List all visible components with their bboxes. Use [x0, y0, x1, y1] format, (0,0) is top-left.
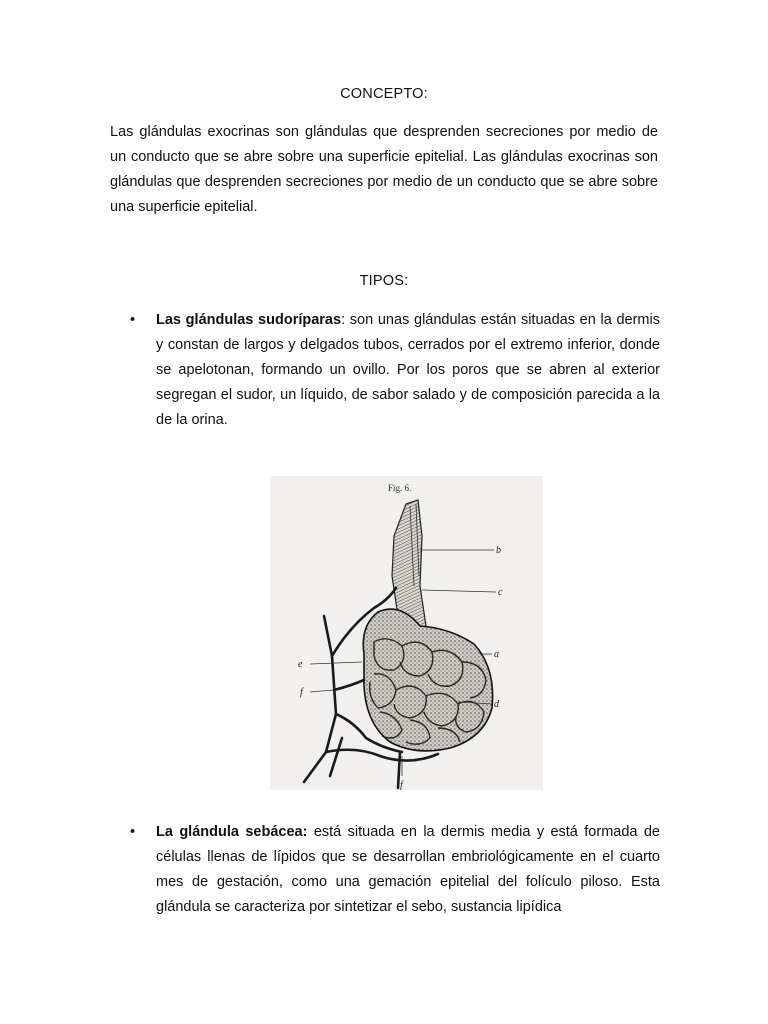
label-d: d: [494, 699, 499, 710]
concept-paragraph: Las glándulas exocrinas son glándulas que desprenden secreciones por medio de un conducto que se abre sobre una superficie epitelial. Las glándulas exocrinas son glándulas que desprenden secreciones por medio de un conducto que se abre sobre una superficie epitelial.: [110, 124, 658, 215]
list-item-description: son unas glándulas están situadas en la dermis y constan de largos y delgados tubos, cerrados por el extremo inferior, donde se apelotonan, formando un ovillo. Por los poros que se abren al exterior segregan el sudor, un líquido, de sabor salado y de composición parecida a la de la orina.: [156, 312, 660, 428]
figure-caption: Fig. 6.: [388, 483, 412, 493]
bullet-icon: •: [130, 824, 136, 840]
label-f-bottom: f: [400, 780, 403, 790]
types-heading: TIPOS:: [359, 273, 409, 289]
label-e: e: [298, 659, 303, 670]
list-item-term: Las glándulas sudoríparas: [156, 312, 342, 328]
list-item-text: [156, 820, 660, 920]
label-c: c: [498, 587, 503, 598]
label-a: a: [494, 649, 499, 660]
label-b: b: [496, 545, 501, 556]
list-item-description: está situada en la dermis media y está formada de células llenas de lípidos que se desarrollan embriológicamente en el cuarto mes de gestación, como una gemación epitelial del folículo piloso. Esta glándula se caracteriza por sintetizar el sebo, sustancia lipídica: [156, 824, 661, 915]
label-f-left: f: [300, 687, 303, 698]
gland-illustration: [270, 476, 543, 790]
gland-drawing: [270, 476, 543, 790]
bullet-icon: •: [130, 312, 136, 328]
concept-heading: CONCEPTO:: [340, 86, 428, 102]
list-item-separator: :: [341, 312, 346, 328]
list-item-text: [156, 308, 660, 433]
list-item-term: La glándula sebácea:: [156, 824, 308, 840]
